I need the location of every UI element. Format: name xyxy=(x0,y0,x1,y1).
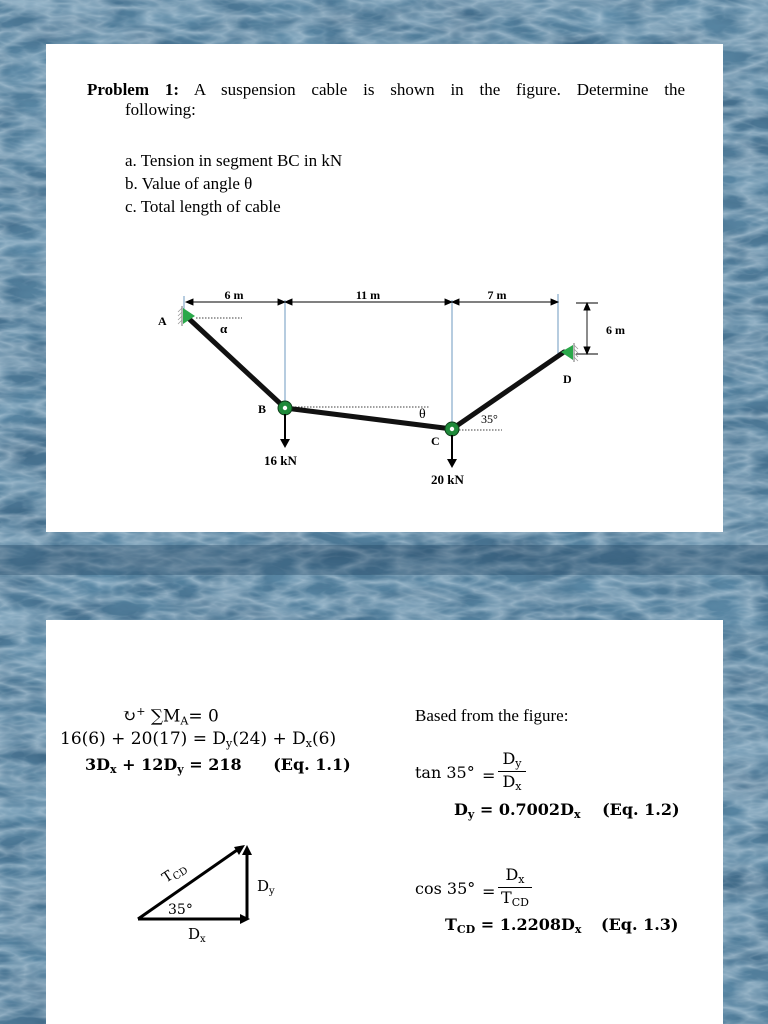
equation-1-2 xyxy=(454,800,680,821)
label-20kn: 20 kN xyxy=(431,472,464,487)
eq13-part-a: T xyxy=(445,915,457,934)
label-c: C xyxy=(431,434,440,448)
tan-equals: = xyxy=(482,766,496,785)
moment-expansion xyxy=(60,729,336,750)
moment-eq: = 0 xyxy=(188,706,219,727)
eq13-sub2: x xyxy=(574,923,582,936)
cos-fraction xyxy=(498,865,532,909)
moment-sum: ∑M xyxy=(150,706,181,727)
right-dimension xyxy=(576,303,598,354)
dim-6m-left: 6 m xyxy=(224,288,244,302)
cos-denominator: T xyxy=(501,888,512,907)
moment-equation xyxy=(122,705,219,728)
eq13-part-b: = 1.2208D xyxy=(475,915,575,934)
moment-plus: + xyxy=(136,705,146,718)
dim-6m-right: 6 m xyxy=(606,323,625,337)
eq2-part-c: (6) xyxy=(312,729,337,749)
tan-denominator: D xyxy=(502,772,516,791)
eq13-label: (Eq. 1.3) xyxy=(601,915,679,934)
dim-7m: 7 m xyxy=(487,288,507,302)
cable xyxy=(186,316,564,429)
label-16kn: 16 kN xyxy=(264,453,297,468)
label-35deg: 35° xyxy=(481,412,498,426)
based-text: Based from the figure: xyxy=(415,706,569,725)
eq2-sub1: y xyxy=(225,737,233,750)
eq12-sub2: x xyxy=(573,808,581,821)
question-c: c. Total length of cable xyxy=(125,197,281,216)
label-theta: θ xyxy=(419,407,426,422)
cos-numerator: D xyxy=(505,865,519,884)
load-arrow-c xyxy=(447,435,457,468)
eq12-sub1: y xyxy=(467,808,475,821)
triangle-tcd-label: $T_{CD}$ xyxy=(159,865,191,887)
eq13-sub1: CD xyxy=(456,923,476,936)
eq2-part-b: (24) + D xyxy=(232,729,306,749)
tan-num-sub: y xyxy=(515,757,522,770)
eq12-part-a: D xyxy=(454,800,468,819)
problem-label: Problem 1: xyxy=(87,80,179,99)
slide-solution xyxy=(46,620,723,1024)
node-b xyxy=(278,401,292,415)
eq11-sub2: y xyxy=(177,763,184,776)
equation-1-3 xyxy=(445,915,679,936)
moment-sub: A xyxy=(180,714,189,728)
triangle-dx-label: $D_x$ xyxy=(188,925,206,945)
problem-text: A suspension cable is shown in the figure. Determine the xyxy=(193,80,686,99)
cos-label: cos 35° xyxy=(415,879,476,898)
cos-num-sub: x xyxy=(518,873,525,886)
eq12-part-b: = 0.7002D xyxy=(474,800,574,819)
load-arrow-b xyxy=(280,414,290,448)
eq11-sub1: x xyxy=(110,763,117,776)
dim-11m: 11 m xyxy=(355,288,381,302)
cos-den-sub: CD xyxy=(511,896,529,909)
eq2-sub2: x xyxy=(305,737,312,750)
tan-label: tan 35° xyxy=(415,763,475,782)
eq12-label: (Eq. 1.2) xyxy=(602,800,680,819)
label-a: A xyxy=(158,314,167,328)
slide-problem xyxy=(46,44,723,532)
eq11-part-b: + 12D xyxy=(116,755,178,774)
tan-fraction xyxy=(498,749,526,793)
eq11-label: (Eq. 1.1) xyxy=(273,755,351,774)
tan-den-sub: x xyxy=(515,780,522,793)
guide-lines xyxy=(184,294,558,430)
equation-1-1 xyxy=(85,755,351,776)
tan-numerator: D xyxy=(502,749,516,768)
reference-dotted-lines xyxy=(196,318,502,430)
label-b: B xyxy=(258,402,267,416)
support-d xyxy=(561,343,578,362)
label-d: D xyxy=(563,372,572,386)
triangle-dy-label: $D_y$ xyxy=(257,877,275,897)
label-alpha: α xyxy=(220,321,228,336)
eq2-part-a: 16(6) + 20(17) = D xyxy=(60,729,226,749)
cos-equals: = xyxy=(482,882,496,901)
eq11-part-c: = 218 xyxy=(183,755,242,774)
problem-text-continued: following: xyxy=(125,100,196,119)
node-c xyxy=(445,422,459,436)
moment-symbol: ↻ xyxy=(122,706,137,727)
cable-figure xyxy=(46,44,723,532)
force-triangle xyxy=(126,835,296,955)
question-b: b. Value of angle θ xyxy=(125,174,253,193)
eq11-part-a: 3D xyxy=(85,755,111,774)
triangle-angle-label: 35° xyxy=(168,902,193,918)
question-a: a. Tension in segment BC in kN xyxy=(125,151,343,170)
